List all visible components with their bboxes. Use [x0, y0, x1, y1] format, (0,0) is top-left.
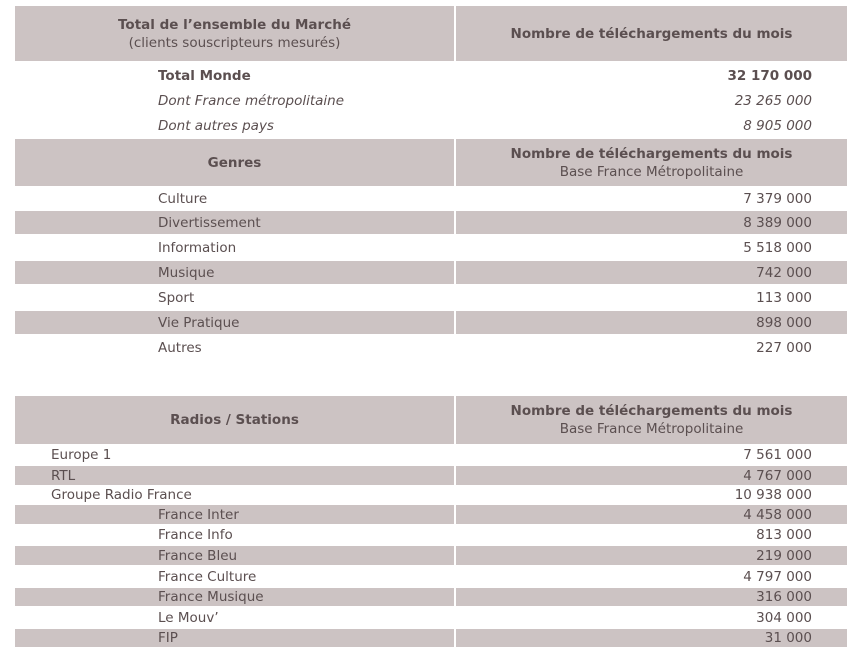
station-value: 813 000 [756, 527, 812, 543]
station-value: 7 561 000 [743, 447, 812, 463]
station-label: RTL [51, 467, 76, 484]
station-label: France Culture [158, 568, 257, 585]
header-cell-downloads [456, 6, 847, 61]
genre-value: 7 379 000 [743, 190, 812, 207]
station-label: Europe 1 [51, 447, 112, 463]
table-row [15, 261, 847, 284]
table-row [15, 63, 847, 88]
table-row [15, 466, 847, 485]
table-row [15, 524, 847, 546]
table-row [15, 334, 847, 362]
genre-label: Sport [158, 289, 195, 306]
station-value: 304 000 [756, 609, 812, 626]
market-total-table [15, 6, 847, 138]
table-row [15, 485, 847, 505]
genre-value: 227 000 [756, 340, 812, 356]
row-label-autres-pays: Dont autres pays [158, 117, 274, 134]
genre-value: 113 000 [756, 289, 812, 306]
genre-label: Divertissement [158, 214, 261, 231]
genre-label: Musique [158, 264, 215, 281]
station-label: France Inter [158, 506, 239, 523]
table-row [15, 113, 847, 138]
row-value-autres-pays: 8 905 000 [743, 117, 812, 134]
genre-value: 5 518 000 [743, 239, 812, 256]
header-downloads-title: Nombre de téléchargements du mois [510, 403, 793, 419]
table-row [15, 211, 847, 234]
station-value: 219 000 [756, 547, 812, 564]
table-row [15, 606, 847, 629]
table-row [15, 565, 847, 588]
header-genres-title: Genres [207, 154, 262, 171]
table-row [15, 444, 847, 466]
table-row [15, 284, 847, 311]
header-downloads-subtitle: Base France Métropolitaine [559, 163, 744, 180]
genre-value: 898 000 [756, 314, 812, 331]
genre-value: 742 000 [756, 264, 812, 281]
genre-label: Vie Pratique [158, 314, 240, 331]
station-label: France Info [158, 527, 233, 543]
row-label-france-metro: Dont France métropolitaine [158, 92, 345, 109]
genre-label: Information [158, 239, 237, 256]
station-label: France Musique [158, 589, 264, 605]
table-row [15, 505, 847, 524]
genres-table [15, 139, 847, 362]
genres-header [15, 139, 847, 186]
table-row [15, 234, 847, 261]
header-stations-title: Radios / Stations [170, 412, 299, 428]
header-downloads-subtitle: Base France Métropolitaine [559, 421, 744, 437]
table-row [15, 629, 847, 647]
station-value: 316 000 [756, 589, 812, 605]
header-cell-stations [15, 396, 454, 444]
station-value: 31 000 [764, 630, 812, 646]
header-cell-downloads [456, 139, 847, 186]
header-cell-downloads [456, 396, 847, 444]
station-value: 10 938 000 [734, 487, 812, 503]
station-value: 4 458 000 [743, 506, 812, 523]
genre-label: Autres [158, 340, 202, 356]
genre-value: 8 389 000 [743, 214, 812, 231]
station-value: 4 767 000 [743, 467, 812, 484]
station-label: FIP [158, 630, 178, 646]
header-cell-market [15, 6, 454, 61]
header-market-subtitle: (clients souscripteurs mesurés) [128, 34, 341, 51]
table-row [15, 546, 847, 565]
stations-header [15, 396, 847, 444]
row-label-total-monde: Total Monde [158, 67, 251, 84]
row-value-total-monde: 32 170 000 [727, 67, 812, 84]
station-label: Groupe Radio France [51, 487, 192, 503]
row-value-france-metro: 23 265 000 [734, 92, 812, 109]
genre-label: Culture [158, 190, 208, 207]
station-label: Le Mouv’ [158, 609, 219, 626]
station-label: France Bleu [158, 547, 238, 564]
table-row [15, 588, 847, 606]
header-downloads-title: Nombre de téléchargements du mois [510, 25, 793, 42]
table-row [15, 88, 847, 113]
table-row [15, 311, 847, 334]
station-value: 4 797 000 [743, 568, 812, 585]
stations-table [15, 396, 847, 647]
header-cell-genres [15, 139, 454, 186]
header-market-title: Total de l’ensemble du Marché [118, 16, 351, 33]
table-row [15, 186, 847, 211]
market-total-header [15, 6, 847, 61]
header-downloads-title: Nombre de téléchargements du mois [510, 145, 793, 162]
